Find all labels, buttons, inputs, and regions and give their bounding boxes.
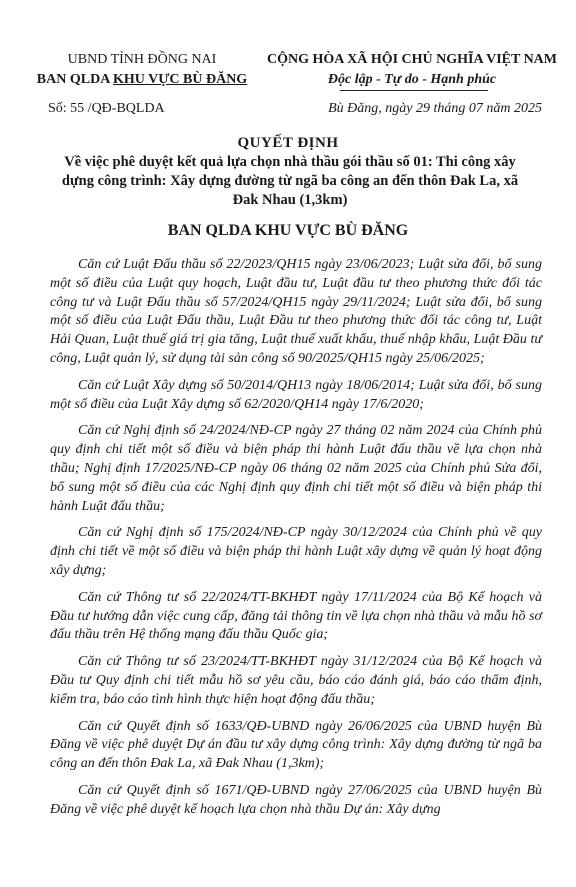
legal-bases	[50, 256, 542, 828]
document-number: Số: 55 /QĐ-BQLDA	[48, 101, 165, 116]
paragraph: Căn cứ Quyết định số 1671/QĐ-UBND ngày 27/06/2025 của UBND huyện Bù Đăng về việc phê duyệt kế hoạch lựa chọn nhà thầu Dự án: Xây dựng	[50, 782, 542, 817]
issuer-heading: BAN QLDA KHU VỰC BÙ ĐĂNG	[167, 222, 409, 239]
paragraph: Căn cứ Luật Đấu thầu số 22/2023/QH15 ngày 23/06/2023; Luật sửa đổi, bổ sung một số điều của Luật quy hoạch, Luật đầu tư, Luật đầu tư theo phương thức đối tác công tư và Luật Đấu thầu số 57/2024/QH15 ngày 29/11/2024; Luật sửa đổi, bổ sung một số điều của Luật Đấu thầu, Luật Đầu tư theo phương thức đối tác công tư, Luật Hải Quan, Luật thuế giá trị gia tăng, Luật thuế xuất khẩu, thuế nhập khẩu, Luật Đầu tư công, Luật quản lý, sử dụng tài sản công số 90/2025/QH15 ngày 25/06/2025;	[50, 257, 542, 366]
national-motto: Độc lập - Tự do - Hạnh phúc	[327, 72, 497, 87]
paragraph: Căn cứ Nghị định số 24/2024/NĐ-CP ngày 27 tháng 02 năm 2024 của Chính phủ quy định chi tiết một số điều và biện pháp thi hành Luật đấu thầu về lựa chọn nhà thầu; Nghị định 17/2025/NĐ-CP ngày 06 tháng 02 năm 2025 của Chính phủ Sửa đổi, bổ sung một số điều của các Nghị định quy định chi tiết một số điều và biện pháp thi hành Luật đấu thầu;	[50, 423, 542, 514]
motto-underline	[340, 90, 488, 91]
agency-header	[22, 50, 262, 90]
nation-name: CỘNG HÒA XÃ HỘI CHỦ NGHĨA VIỆT NAM	[266, 52, 557, 67]
place-date: Bù Đăng, ngày 29 tháng 07 năm 2025	[328, 101, 542, 116]
document-subject: Về việc phê duyệt kết quả lựa chọn nhà thầu gói thầu số 01: Thi công xây dựng công trình: Xây dựng đường từ ngã ba công an đến thôn Đak La, xã Đak Nhau (1,3km)	[61, 154, 519, 208]
agency-name	[22, 70, 262, 90]
paragraph: Căn cứ Thông tư số 23/2024/TT-BKHĐT ngày 31/12/2024 của Bộ Kế hoạch và Đầu tư Quy định chi tiết mẫu hồ sơ yêu cầu, báo cáo đánh giá, báo cáo thẩm định, kiểm tra, báo cáo tình hình thực hiện hoạt động đấu thầu;	[50, 654, 542, 707]
agency-name-underlined: KHU VỰC BÙ ĐĂNG	[113, 72, 248, 87]
national-header	[262, 50, 562, 90]
paragraph: Căn cứ Thông tư số 22/2024/TT-BKHĐT ngày 17/11/2024 của Bộ Kế hoạch và Đầu tư hướng dẫn việc cung cấp, đăng tải thông tin về lựa chọn nhà thầu và mẫu hồ sơ đấu thầu trên Hệ thống mạng đấu thầu Quốc gia;	[50, 589, 542, 643]
agency-name-prefix: BAN QLDA	[36, 72, 114, 87]
paragraph: Căn cứ Nghị định số 175/2024/NĐ-CP ngày 30/12/2024 của Chính phủ về quy định chi tiết về một số điều và biện pháp thi hành Luật xây dựng về quản lý hoạt động xây dựng;	[50, 525, 542, 578]
paragraph: Căn cứ Luật Xây dựng số 50/2014/QH13 ngày 18/06/2014; Luật sửa đổi, bổ sung một số điều của Luật Xây dựng số 62/2020/QH14 ngày 17/6/2020;	[50, 377, 542, 412]
paragraph: Căn cứ Quyết định số 1633/QĐ-UBND ngày 26/06/2025 của UBND huyện Bù Đăng về việc phê duyệt Dự án đầu tư xây dựng công trình: Xây dựng đường từ ngã ba công an đến thôn Đak La, xã Đak Nhau (1,3km);	[50, 718, 542, 772]
document-title: QUYẾT ĐỊNH	[237, 135, 339, 151]
agency-parent: UBND TỈNH ĐỒNG NAI	[67, 52, 217, 67]
